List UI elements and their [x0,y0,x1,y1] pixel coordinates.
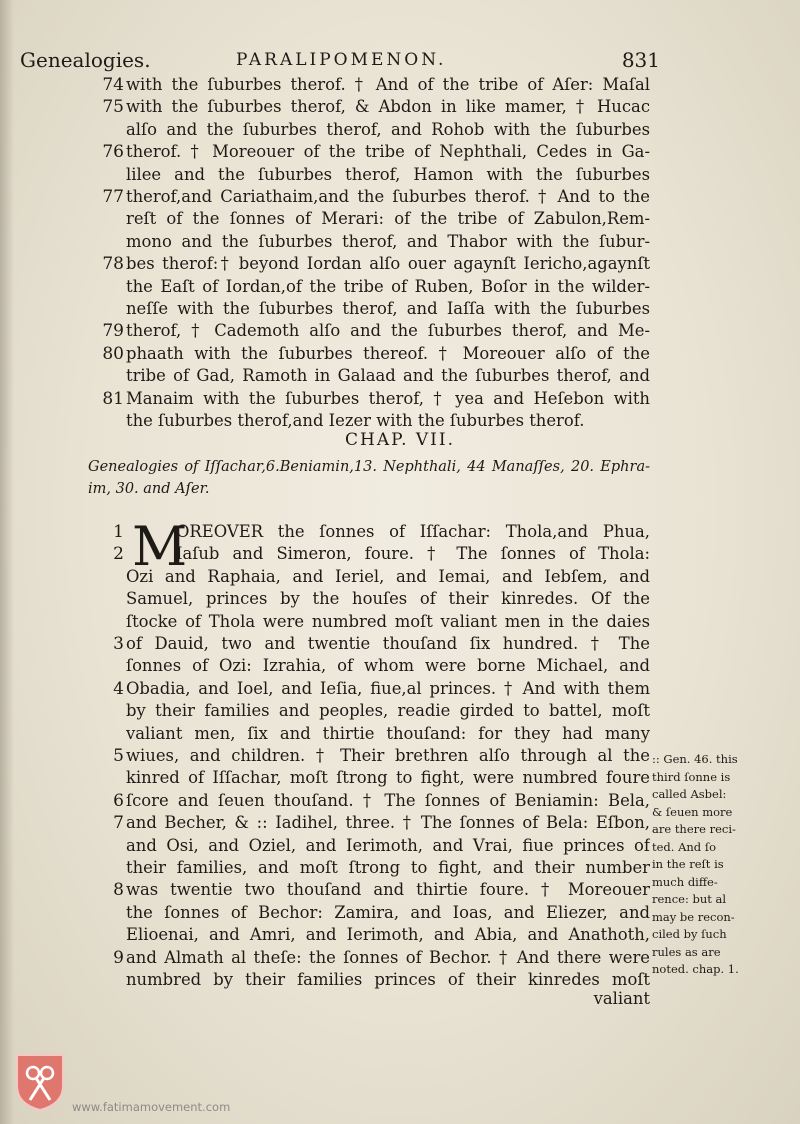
text-line [0,96,800,119]
text-line [0,320,800,343]
verse-number: 5 [113,746,124,766]
line-text: phaath with the ſuburbes thereof. † Moreouer alſo of the [126,343,650,363]
verse-number: 78 [102,254,124,275]
text-line [0,633,800,656]
verse-number: 1 [113,522,124,542]
text-line [0,231,800,254]
margin-note-line: & ſeuen more [652,804,733,819]
line-text: of Dauid, two and twentie thouſand ſix hundred. † The [126,634,650,653]
chapter-summary-line-2: im, 30. and Aſer. [88,481,210,497]
margin-note-line: ted. And ſo [652,839,717,854]
text-line [0,655,800,678]
verse-number: 79 [102,321,124,342]
margin-note-line: may be recon- [652,909,735,924]
line-text: with the ſuburbes therof, & Abdon in like mamer, † Hucac [126,97,650,117]
text-line [0,74,800,97]
line-text: therof, † Cademoth alſo and the ſuburbes therof, and Me- [126,321,650,341]
line-text: wiues, and children. † Their brethren alſo through al the [126,746,650,765]
line-text: therof. † Moreouer of the tribe of Nephthali, Cedes in Ga- [126,142,650,162]
text-line [0,343,800,366]
line-text: by their families and peoples, readie girded to battel, moſt [126,701,650,721]
line-text: was twentie two thouſand and thirtie foure. † Moreouer [126,880,650,900]
text-line [0,141,800,164]
line-text: their families, and moſt ſtrong to fight, and their number [126,858,650,877]
text-line [0,611,800,634]
line-text: kinred of Iſſachar, moſt ſtrong to fight, were numbred foure [126,768,650,788]
text-line [0,164,800,187]
text-line [0,566,800,589]
catchword-line [0,988,800,1011]
chapter-summary-line-1: Genealogies of Iſſachar,6.Beniamin,13. Nephthali, 44 Manaſſes, 20. Ephra- [88,459,650,475]
verse-number: 6 [113,790,124,811]
chapter-heading: CHAP. VII. [344,430,456,450]
verse-number: 74 [102,75,124,95]
line-text: ſtocke of Thola were numbred moſt valiant men in the daies [126,611,650,631]
line-text: tribe of Gad, Ramoth in Galaad and the ſuburbes therof, and [126,366,650,386]
line-text: numbred by their families princes of their kinredes moſt [126,970,650,989]
margin-note-line: in the reſt is [652,857,724,871]
line-text: valiant men, ſix and thirtie thouſand: for they had many [126,723,650,743]
line-text: mono and the ſuburbes therof, and Thabor with the ſubur- [126,231,650,251]
text-line [0,678,800,701]
line-text: and Osi, and Oziel, and Ierimoth, and Vrai, fiue princes of [126,835,650,855]
line-text: with the ſuburbes therof. † And of the tribe of Aſer: Maſal [126,75,650,94]
line-text: OREOVER the ſonnes of Iſſachar: Thola,and Phua, [176,522,650,541]
margin-note-line: ciled by ſuch [652,927,727,941]
line-text: the ſonnes of Bechor: Zamira, and Ioas, and Eliezer, and [126,902,650,922]
verse-number: 75 [102,97,124,118]
running-header [20,48,660,74]
text-line [0,588,800,611]
text-line [0,365,800,388]
text-line [0,543,800,566]
text-line [0,119,800,142]
line-text: the ſuburbes therof,and Iezer with the ſuburbes therof. [126,411,585,430]
verse-number: 9 [113,947,124,968]
text-line [0,298,800,321]
line-text: and Becher, & :: Iadihel, three. † The ſonnes of Bela: Eſbon, [126,813,650,833]
line-text: lilee and the ſuburbes therof, Hamon with the ſuburbes [126,164,650,184]
margin-note-line: third ſonne is [652,769,731,784]
margin-note-line: rence: but al [652,892,727,906]
text-line [0,388,800,411]
verse-number: 77 [102,187,124,207]
text-line [0,186,800,209]
margin-note-line: called Asbel: [652,787,727,801]
line-text: Ozi and Raphaia, and Ieriel, and Iemai, and Iebſem, and [126,566,650,586]
verse-number: 76 [102,142,124,163]
line-text: alſo and the ſuburbes therof, and Rohob with the ſuburbes [126,119,650,139]
text-line [0,723,800,746]
line-text: Elioenai, and Amri, and Ierimoth, and Abia, and Anathoth, [126,925,650,945]
fatima-movement-logo-icon [14,1052,66,1112]
line-text: Obadia, and Ioel, and Ieſia, fiue,al princes. † And with them [126,678,650,698]
line-text: the Eaſt of Iordan,of the tribe of Ruben, Boſor in the wilder- [126,276,650,296]
margin-note-line: are there reci- [652,822,736,836]
line-text: ſcore and ſeuen thouſand. † The ſonnes of Beniamin: Bela, [126,790,650,810]
verse-number: 8 [113,880,124,901]
verse-number: 81 [102,388,124,409]
text-line [0,208,800,231]
header-title: PARALIPOMENON. [236,50,447,70]
verse-number: 80 [102,343,124,364]
text-line [0,276,800,299]
margin-note-line: noted. chap. 1. [652,962,739,976]
margin-note-line: rules as are [652,944,721,959]
line-text: Iaſub and Simeron, foure. † The ſonnes of Thola: [176,544,650,564]
verse-number: 2 [113,544,124,565]
line-text: ſonnes of Ozi: Izrahia, of whom were borne Michael, and [126,656,650,676]
drop-cap: M [132,515,188,578]
verse-number: 7 [113,813,124,834]
line-text: neſſe with the ſuburbes therof, and Iaſſa with the ſuburbes [126,299,650,318]
text-line [0,253,800,276]
footer-url: www.fatimamovement.com [72,1100,231,1114]
line-text: reſt of the ſonnes of Merari: of the tribe of Zabulon,Rem- [126,209,650,229]
line-text: therof,and Cariathaim,and the ſuburbes therof. † And to the [126,187,650,206]
margin-note-line: much diffe- [652,874,718,889]
verse-number: 3 [113,634,124,654]
page-number: 831 [621,48,660,72]
text-line [0,521,800,544]
verse-number: 4 [113,678,124,699]
line-text: and Almath al theſe: the ſonnes of Bechor. † And there were [126,947,650,967]
text-line [0,700,800,723]
catchword: valiant [593,989,650,1008]
header-left: Genealogies. [20,48,151,72]
line-text: Manaim with the ſuburbes therof, † yea and Heſebon with [126,388,650,408]
line-text: bes therof:† beyond Iordan alſo ouer agaynſt Iericho,agaynſt [126,254,650,274]
line-text: Samuel, princes by the houſes of their kinredes. Of the [126,589,650,609]
margin-note-line: :: Gen. 46. this [652,752,738,766]
